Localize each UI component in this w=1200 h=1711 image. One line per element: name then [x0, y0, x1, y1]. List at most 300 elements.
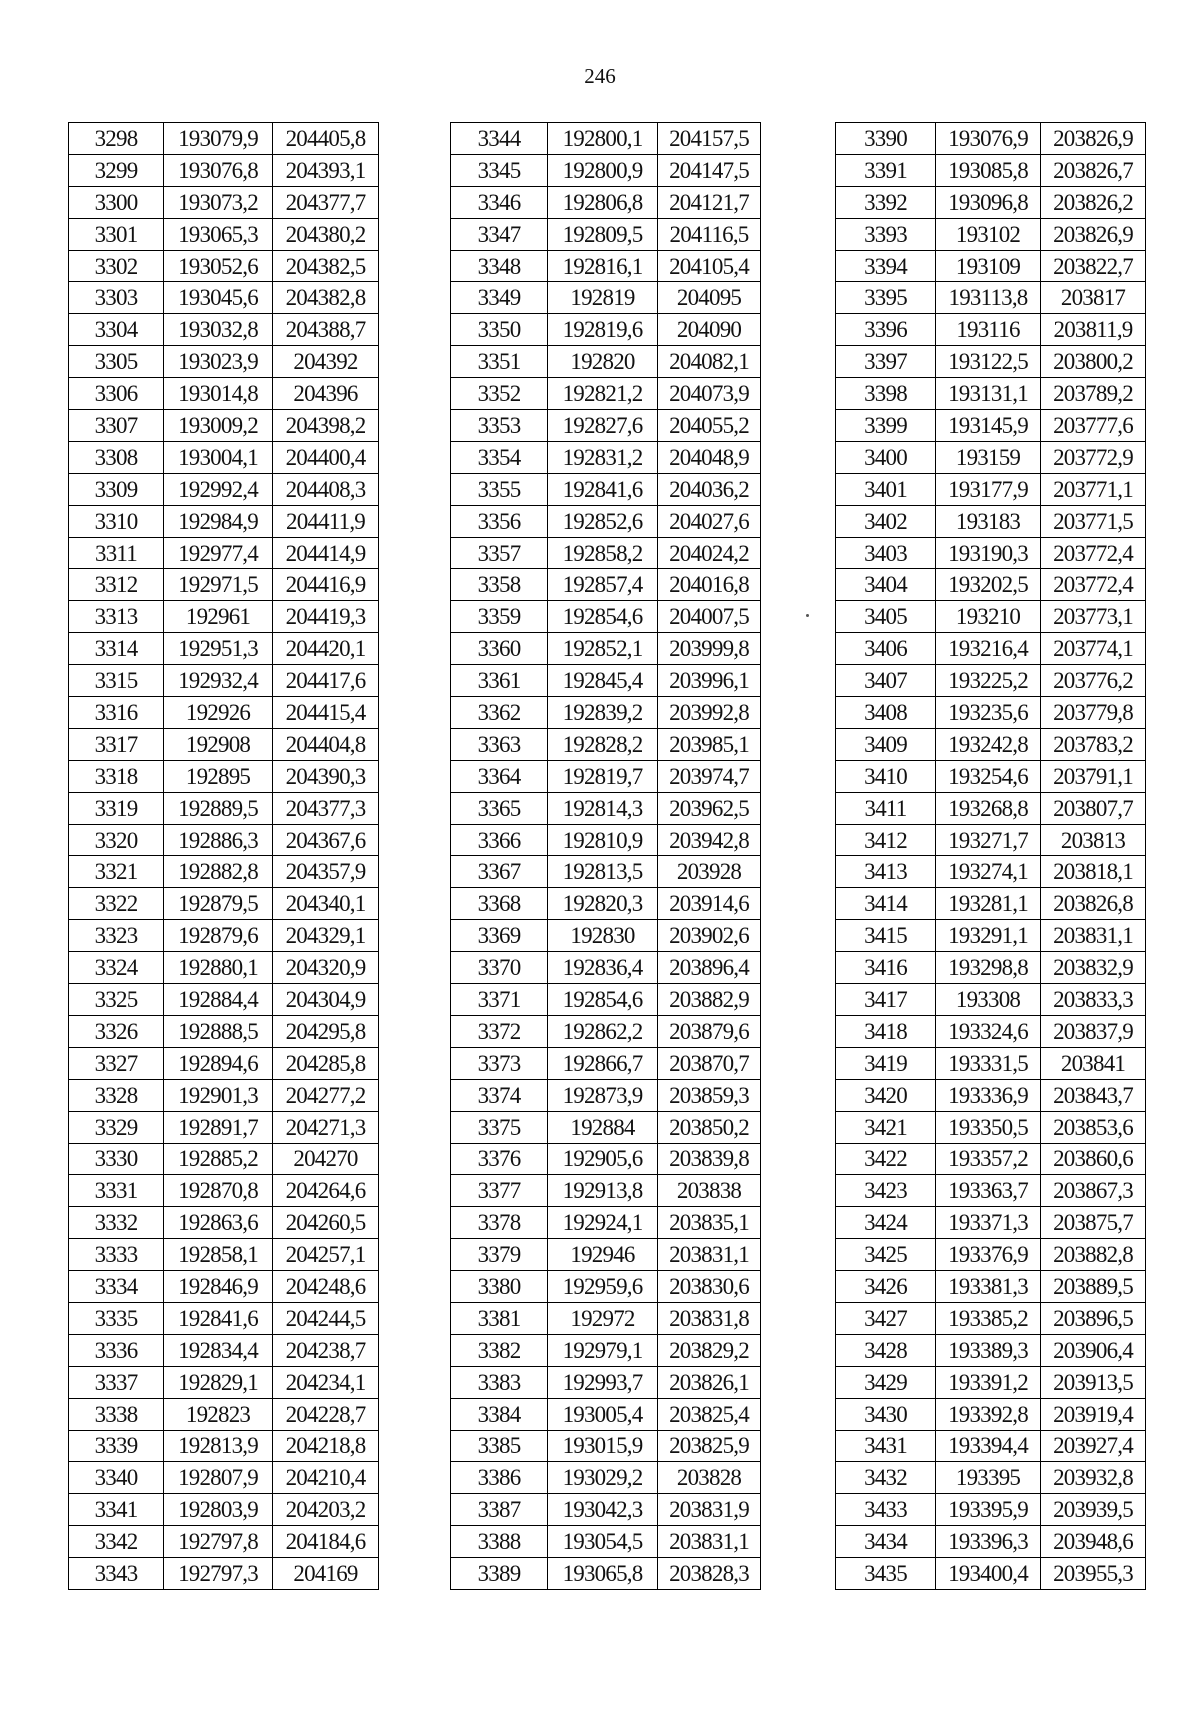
point-number-cell: 3393: [836, 218, 936, 250]
x-coordinate-cell: 193032,8: [164, 314, 273, 346]
table-row: [451, 1494, 761, 1526]
table-row: [451, 601, 761, 633]
x-coordinate-cell: 193190,3: [936, 537, 1041, 569]
point-number-cell: 3333: [69, 1239, 164, 1271]
y-coordinate-cell: 204295,8: [273, 1015, 379, 1047]
table-row: [836, 218, 1146, 250]
table-row: [836, 952, 1146, 984]
y-coordinate-cell: 204277,2: [273, 1079, 379, 1111]
y-coordinate-cell: 203906,4: [1041, 1334, 1146, 1366]
x-coordinate-cell: 192959,6: [548, 1271, 658, 1303]
point-number-cell: 3380: [451, 1271, 548, 1303]
y-coordinate-cell: 203783,2: [1041, 728, 1146, 760]
point-number-cell: 3336: [69, 1334, 164, 1366]
table-row: [451, 824, 761, 856]
table-row: [69, 1111, 379, 1143]
y-coordinate-cell: 204398,2: [273, 410, 379, 442]
y-coordinate-cell: 204340,1: [273, 888, 379, 920]
y-coordinate-cell: 203942,8: [658, 824, 761, 856]
y-coordinate-cell: 204415,4: [273, 697, 379, 729]
x-coordinate-cell: 192810,9: [548, 824, 658, 856]
point-number-cell: 3410: [836, 760, 936, 792]
point-number-cell: 3370: [451, 952, 548, 984]
table-row: [836, 984, 1146, 1016]
table-row: [836, 1462, 1146, 1494]
x-coordinate-cell: 193371,3: [936, 1207, 1041, 1239]
table-row: [69, 1239, 379, 1271]
table-row: [836, 410, 1146, 442]
x-coordinate-cell: 192888,5: [164, 1015, 273, 1047]
y-coordinate-cell: 204357,9: [273, 856, 379, 888]
y-coordinate-cell: 204264,6: [273, 1175, 379, 1207]
x-coordinate-cell: 192882,8: [164, 856, 273, 888]
table-row: [451, 346, 761, 378]
x-coordinate-cell: 193202,5: [936, 569, 1041, 601]
table-row: [451, 1175, 761, 1207]
point-number-cell: 3369: [451, 920, 548, 952]
point-number-cell: 3319: [69, 792, 164, 824]
table-row: [69, 920, 379, 952]
y-coordinate-cell: 204396: [273, 378, 379, 410]
table-row: [69, 1462, 379, 1494]
x-coordinate-cell: 193145,9: [936, 410, 1041, 442]
x-coordinate-cell: 192841,6: [548, 473, 658, 505]
point-number-cell: 3409: [836, 728, 936, 760]
table-row: [836, 378, 1146, 410]
table-row: [836, 441, 1146, 473]
x-coordinate-cell: 192924,1: [548, 1207, 658, 1239]
x-coordinate-cell: 192979,1: [548, 1334, 658, 1366]
point-number-cell: 3415: [836, 920, 936, 952]
y-coordinate-cell: 203828: [658, 1462, 761, 1494]
x-coordinate-cell: 192977,4: [164, 537, 273, 569]
x-coordinate-cell: 193225,2: [936, 665, 1041, 697]
point-number-cell: 3400: [836, 441, 936, 473]
point-number-cell: 3406: [836, 633, 936, 665]
point-number-cell: 3332: [69, 1207, 164, 1239]
point-number-cell: 3416: [836, 952, 936, 984]
x-coordinate-cell: 192862,2: [548, 1015, 658, 1047]
x-coordinate-cell: 192829,1: [164, 1366, 273, 1398]
table-row: [836, 346, 1146, 378]
point-number-cell: 3300: [69, 186, 164, 218]
table-row: [69, 1430, 379, 1462]
table-row: [451, 1462, 761, 1494]
table-row: [451, 441, 761, 473]
point-number-cell: 3334: [69, 1271, 164, 1303]
y-coordinate-cell: 203825,9: [658, 1430, 761, 1462]
table-row: [69, 1175, 379, 1207]
point-number-cell: 3359: [451, 601, 548, 633]
point-number-cell: 3375: [451, 1111, 548, 1143]
x-coordinate-cell: 192820: [548, 346, 658, 378]
point-number-cell: 3305: [69, 346, 164, 378]
y-coordinate-cell: 203927,4: [1041, 1430, 1146, 1462]
y-coordinate-cell: 203928: [658, 856, 761, 888]
table-row: [69, 1494, 379, 1526]
table-row: [69, 1015, 379, 1047]
x-coordinate-cell: 193052,6: [164, 250, 273, 282]
point-number-cell: 3405: [836, 601, 936, 633]
point-number-cell: 3343: [69, 1558, 164, 1590]
point-number-cell: 3395: [836, 282, 936, 314]
x-coordinate-cell: 193281,1: [936, 888, 1041, 920]
table-row: [69, 856, 379, 888]
coordinates-table-3: [835, 122, 1146, 1590]
table-row: [69, 601, 379, 633]
point-number-cell: 3419: [836, 1047, 936, 1079]
y-coordinate-cell: 204382,5: [273, 250, 379, 282]
point-number-cell: 3324: [69, 952, 164, 984]
x-coordinate-cell: 192879,5: [164, 888, 273, 920]
coordinates-table-body: [451, 123, 761, 1590]
y-coordinate-cell: 203839,8: [658, 1143, 761, 1175]
y-coordinate-cell: 203807,7: [1041, 792, 1146, 824]
y-coordinate-cell: 203882,8: [1041, 1239, 1146, 1271]
point-number-cell: 3340: [69, 1462, 164, 1494]
y-coordinate-cell: 203955,3: [1041, 1558, 1146, 1590]
point-number-cell: 3379: [451, 1239, 548, 1271]
y-coordinate-cell: 204248,6: [273, 1271, 379, 1303]
table-row: [69, 1271, 379, 1303]
x-coordinate-cell: 192819: [548, 282, 658, 314]
table-row: [69, 346, 379, 378]
x-coordinate-cell: 192846,9: [164, 1271, 273, 1303]
point-number-cell: 3377: [451, 1175, 548, 1207]
y-coordinate-cell: 203837,9: [1041, 1015, 1146, 1047]
point-number-cell: 3401: [836, 473, 936, 505]
coordinates-table-body: [836, 123, 1146, 1590]
table-row: [836, 123, 1146, 155]
point-number-cell: 3351: [451, 346, 548, 378]
x-coordinate-cell: 192908: [164, 728, 273, 760]
x-coordinate-cell: 192873,9: [548, 1079, 658, 1111]
table-row: [836, 250, 1146, 282]
table-row: [69, 1302, 379, 1334]
x-coordinate-cell: 193042,3: [548, 1494, 658, 1526]
y-coordinate-cell: 204090: [658, 314, 761, 346]
table-row: [451, 1398, 761, 1430]
y-coordinate-cell: 203932,8: [1041, 1462, 1146, 1494]
table-row: [69, 1398, 379, 1430]
table-row: [69, 1047, 379, 1079]
x-coordinate-cell: 192820,3: [548, 888, 658, 920]
y-coordinate-cell: 204411,9: [273, 505, 379, 537]
x-coordinate-cell: 192827,6: [548, 410, 658, 442]
x-coordinate-cell: 192926: [164, 697, 273, 729]
point-number-cell: 3378: [451, 1207, 548, 1239]
x-coordinate-cell: 193389,3: [936, 1334, 1041, 1366]
x-coordinate-cell: 192884,4: [164, 984, 273, 1016]
x-coordinate-cell: 192993,7: [548, 1366, 658, 1398]
table-row: [69, 505, 379, 537]
table-row: [69, 218, 379, 250]
table-row: [836, 537, 1146, 569]
table-row: [451, 410, 761, 442]
y-coordinate-cell: 204157,5: [658, 123, 761, 155]
table-row: [69, 888, 379, 920]
y-coordinate-cell: 204271,3: [273, 1111, 379, 1143]
page-number: 246: [584, 64, 616, 88]
point-number-cell: 3387: [451, 1494, 548, 1526]
table-row: [836, 792, 1146, 824]
y-coordinate-cell: 203772,4: [1041, 537, 1146, 569]
x-coordinate-cell: 193113,8: [936, 282, 1041, 314]
table-row: [836, 314, 1146, 346]
y-coordinate-cell: 204393,1: [273, 154, 379, 186]
point-number-cell: 3427: [836, 1302, 936, 1334]
x-coordinate-cell: 192889,5: [164, 792, 273, 824]
table-row: [69, 633, 379, 665]
y-coordinate-cell: 204285,8: [273, 1047, 379, 1079]
table-row: [69, 1526, 379, 1558]
y-coordinate-cell: 204238,7: [273, 1334, 379, 1366]
table-row: [836, 1207, 1146, 1239]
table-row: [836, 154, 1146, 186]
point-number-cell: 3298: [69, 123, 164, 155]
point-number-cell: 3423: [836, 1175, 936, 1207]
y-coordinate-cell: 204392: [273, 346, 379, 378]
table-row: [451, 1143, 761, 1175]
x-coordinate-cell: 192803,9: [164, 1494, 273, 1526]
x-coordinate-cell: 192807,9: [164, 1462, 273, 1494]
table-row: [69, 410, 379, 442]
y-coordinate-cell: 204024,2: [658, 537, 761, 569]
table-row: [69, 1207, 379, 1239]
x-coordinate-cell: 192858,2: [548, 537, 658, 569]
x-coordinate-cell: 193396,3: [936, 1526, 1041, 1558]
y-coordinate-cell: 204260,5: [273, 1207, 379, 1239]
y-coordinate-cell: 204329,1: [273, 920, 379, 952]
point-number-cell: 3317: [69, 728, 164, 760]
x-coordinate-cell: 193073,2: [164, 186, 273, 218]
table-row: [836, 760, 1146, 792]
y-coordinate-cell: 203826,9: [1041, 123, 1146, 155]
table-row: [69, 1079, 379, 1111]
table-row: [836, 1494, 1146, 1526]
x-coordinate-cell: 192806,8: [548, 186, 658, 218]
table-row: [451, 1239, 761, 1271]
x-coordinate-cell: 192814,3: [548, 792, 658, 824]
x-coordinate-cell: 192885,2: [164, 1143, 273, 1175]
x-coordinate-cell: 192863,6: [164, 1207, 273, 1239]
point-number-cell: 3344: [451, 123, 548, 155]
x-coordinate-cell: 192870,8: [164, 1175, 273, 1207]
table-row: [69, 1143, 379, 1175]
y-coordinate-cell: 204244,5: [273, 1302, 379, 1334]
x-coordinate-cell: 193400,4: [936, 1558, 1041, 1590]
y-coordinate-cell: 204105,4: [658, 250, 761, 282]
table-row: [69, 1558, 379, 1590]
y-coordinate-cell: 203831,8: [658, 1302, 761, 1334]
y-coordinate-cell: 204367,6: [273, 824, 379, 856]
point-number-cell: 3435: [836, 1558, 936, 1590]
y-coordinate-cell: 203829,2: [658, 1334, 761, 1366]
y-coordinate-cell: 203853,6: [1041, 1111, 1146, 1143]
table-row: [69, 1366, 379, 1398]
y-coordinate-cell: 203831,1: [658, 1239, 761, 1271]
x-coordinate-cell: 193331,5: [936, 1047, 1041, 1079]
point-number-cell: 3339: [69, 1430, 164, 1462]
x-coordinate-cell: 192880,1: [164, 952, 273, 984]
point-number-cell: 3303: [69, 282, 164, 314]
y-coordinate-cell: 204388,7: [273, 314, 379, 346]
x-coordinate-cell: 193363,7: [936, 1175, 1041, 1207]
y-coordinate-cell: 204408,3: [273, 473, 379, 505]
x-coordinate-cell: 193131,1: [936, 378, 1041, 410]
table-row: [451, 1015, 761, 1047]
y-coordinate-cell: 203811,9: [1041, 314, 1146, 346]
point-number-cell: 3348: [451, 250, 548, 282]
table-row: [451, 569, 761, 601]
x-coordinate-cell: 193116: [936, 314, 1041, 346]
point-number-cell: 3386: [451, 1462, 548, 1494]
y-coordinate-cell: 204419,3: [273, 601, 379, 633]
x-coordinate-cell: 193381,3: [936, 1271, 1041, 1303]
y-coordinate-cell: 204400,4: [273, 441, 379, 473]
x-coordinate-cell: 193271,7: [936, 824, 1041, 856]
point-number-cell: 3431: [836, 1430, 936, 1462]
point-number-cell: 3315: [69, 665, 164, 697]
x-coordinate-cell: 192797,8: [164, 1526, 273, 1558]
y-coordinate-cell: 204390,3: [273, 760, 379, 792]
point-number-cell: 3397: [836, 346, 936, 378]
x-coordinate-cell: 192854,6: [548, 601, 658, 633]
point-number-cell: 3430: [836, 1398, 936, 1430]
point-number-cell: 3422: [836, 1143, 936, 1175]
table-row: [836, 824, 1146, 856]
table-row: [69, 792, 379, 824]
point-number-cell: 3389: [451, 1558, 548, 1590]
x-coordinate-cell: 192836,4: [548, 952, 658, 984]
table-row: [69, 250, 379, 282]
y-coordinate-cell: 203832,9: [1041, 952, 1146, 984]
point-number-cell: 3318: [69, 760, 164, 792]
table-row: [451, 1111, 761, 1143]
point-number-cell: 3403: [836, 537, 936, 569]
point-number-cell: 3396: [836, 314, 936, 346]
point-number-cell: 3428: [836, 1334, 936, 1366]
point-number-cell: 3434: [836, 1526, 936, 1558]
y-coordinate-cell: 203902,6: [658, 920, 761, 952]
y-coordinate-cell: 203771,5: [1041, 505, 1146, 537]
point-number-cell: 3309: [69, 473, 164, 505]
point-number-cell: 3358: [451, 569, 548, 601]
y-coordinate-cell: 204203,2: [273, 1494, 379, 1526]
point-number-cell: 3310: [69, 505, 164, 537]
point-number-cell: 3357: [451, 537, 548, 569]
point-number-cell: 3384: [451, 1398, 548, 1430]
y-coordinate-cell: 203914,6: [658, 888, 761, 920]
point-number-cell: 3329: [69, 1111, 164, 1143]
y-coordinate-cell: 203773,1: [1041, 601, 1146, 633]
x-coordinate-cell: 193015,9: [548, 1430, 658, 1462]
x-coordinate-cell: 192913,8: [548, 1175, 658, 1207]
table-row: [836, 1111, 1146, 1143]
y-coordinate-cell: 204257,1: [273, 1239, 379, 1271]
table-row: [836, 1558, 1146, 1590]
table-row: [69, 665, 379, 697]
y-coordinate-cell: 203776,2: [1041, 665, 1146, 697]
point-number-cell: 3353: [451, 410, 548, 442]
x-coordinate-cell: 193395,9: [936, 1494, 1041, 1526]
x-coordinate-cell: 193385,2: [936, 1302, 1041, 1334]
point-number-cell: 3361: [451, 665, 548, 697]
table-row: [836, 1398, 1146, 1430]
point-number-cell: 3363: [451, 728, 548, 760]
table-row: [836, 633, 1146, 665]
point-number-cell: 3342: [69, 1526, 164, 1558]
point-number-cell: 3367: [451, 856, 548, 888]
x-coordinate-cell: 192800,9: [548, 154, 658, 186]
table-row: [836, 473, 1146, 505]
x-coordinate-cell: 192830: [548, 920, 658, 952]
point-number-cell: 3399: [836, 410, 936, 442]
table-row: [69, 569, 379, 601]
x-coordinate-cell: 192839,2: [548, 697, 658, 729]
table-row: [69, 984, 379, 1016]
table-row: [836, 856, 1146, 888]
point-number-cell: 3404: [836, 569, 936, 601]
y-coordinate-cell: 203789,2: [1041, 378, 1146, 410]
x-coordinate-cell: 193085,8: [936, 154, 1041, 186]
x-coordinate-cell: 192845,4: [548, 665, 658, 697]
table-row: [451, 888, 761, 920]
y-coordinate-cell: 204147,5: [658, 154, 761, 186]
table-row: [69, 1334, 379, 1366]
table-row: [451, 792, 761, 824]
table-row: [836, 888, 1146, 920]
point-number-cell: 3364: [451, 760, 548, 792]
y-coordinate-cell: 203833,3: [1041, 984, 1146, 1016]
x-coordinate-cell: 193065,3: [164, 218, 273, 250]
x-coordinate-cell: 192951,3: [164, 633, 273, 665]
y-coordinate-cell: 204270: [273, 1143, 379, 1175]
x-coordinate-cell: 192891,7: [164, 1111, 273, 1143]
y-coordinate-cell: 203772,4: [1041, 569, 1146, 601]
x-coordinate-cell: 193023,9: [164, 346, 273, 378]
x-coordinate-cell: 193122,5: [936, 346, 1041, 378]
x-coordinate-cell: 192819,7: [548, 760, 658, 792]
point-number-cell: 3355: [451, 473, 548, 505]
point-number-cell: 3306: [69, 378, 164, 410]
table-row: [69, 186, 379, 218]
point-number-cell: 3327: [69, 1047, 164, 1079]
x-coordinate-cell: 193109: [936, 250, 1041, 282]
x-coordinate-cell: 193159: [936, 441, 1041, 473]
y-coordinate-cell: 203825,4: [658, 1398, 761, 1430]
y-coordinate-cell: 204416,9: [273, 569, 379, 601]
point-number-cell: 3388: [451, 1526, 548, 1558]
x-coordinate-cell: 193376,9: [936, 1239, 1041, 1271]
y-coordinate-cell: 203999,8: [658, 633, 761, 665]
table-row: [69, 441, 379, 473]
table-row: [69, 537, 379, 569]
x-coordinate-cell: 192831,2: [548, 441, 658, 473]
point-number-cell: 3299: [69, 154, 164, 186]
y-coordinate-cell: 203913,5: [1041, 1366, 1146, 1398]
y-coordinate-cell: 203822,7: [1041, 250, 1146, 282]
point-number-cell: 3338: [69, 1398, 164, 1430]
table-row: [836, 665, 1146, 697]
table-row: [836, 920, 1146, 952]
table-row: [836, 728, 1146, 760]
table-row: [451, 473, 761, 505]
table-row: [451, 920, 761, 952]
table-row: [451, 1079, 761, 1111]
y-coordinate-cell: 203879,6: [658, 1015, 761, 1047]
x-coordinate-cell: 192852,1: [548, 633, 658, 665]
